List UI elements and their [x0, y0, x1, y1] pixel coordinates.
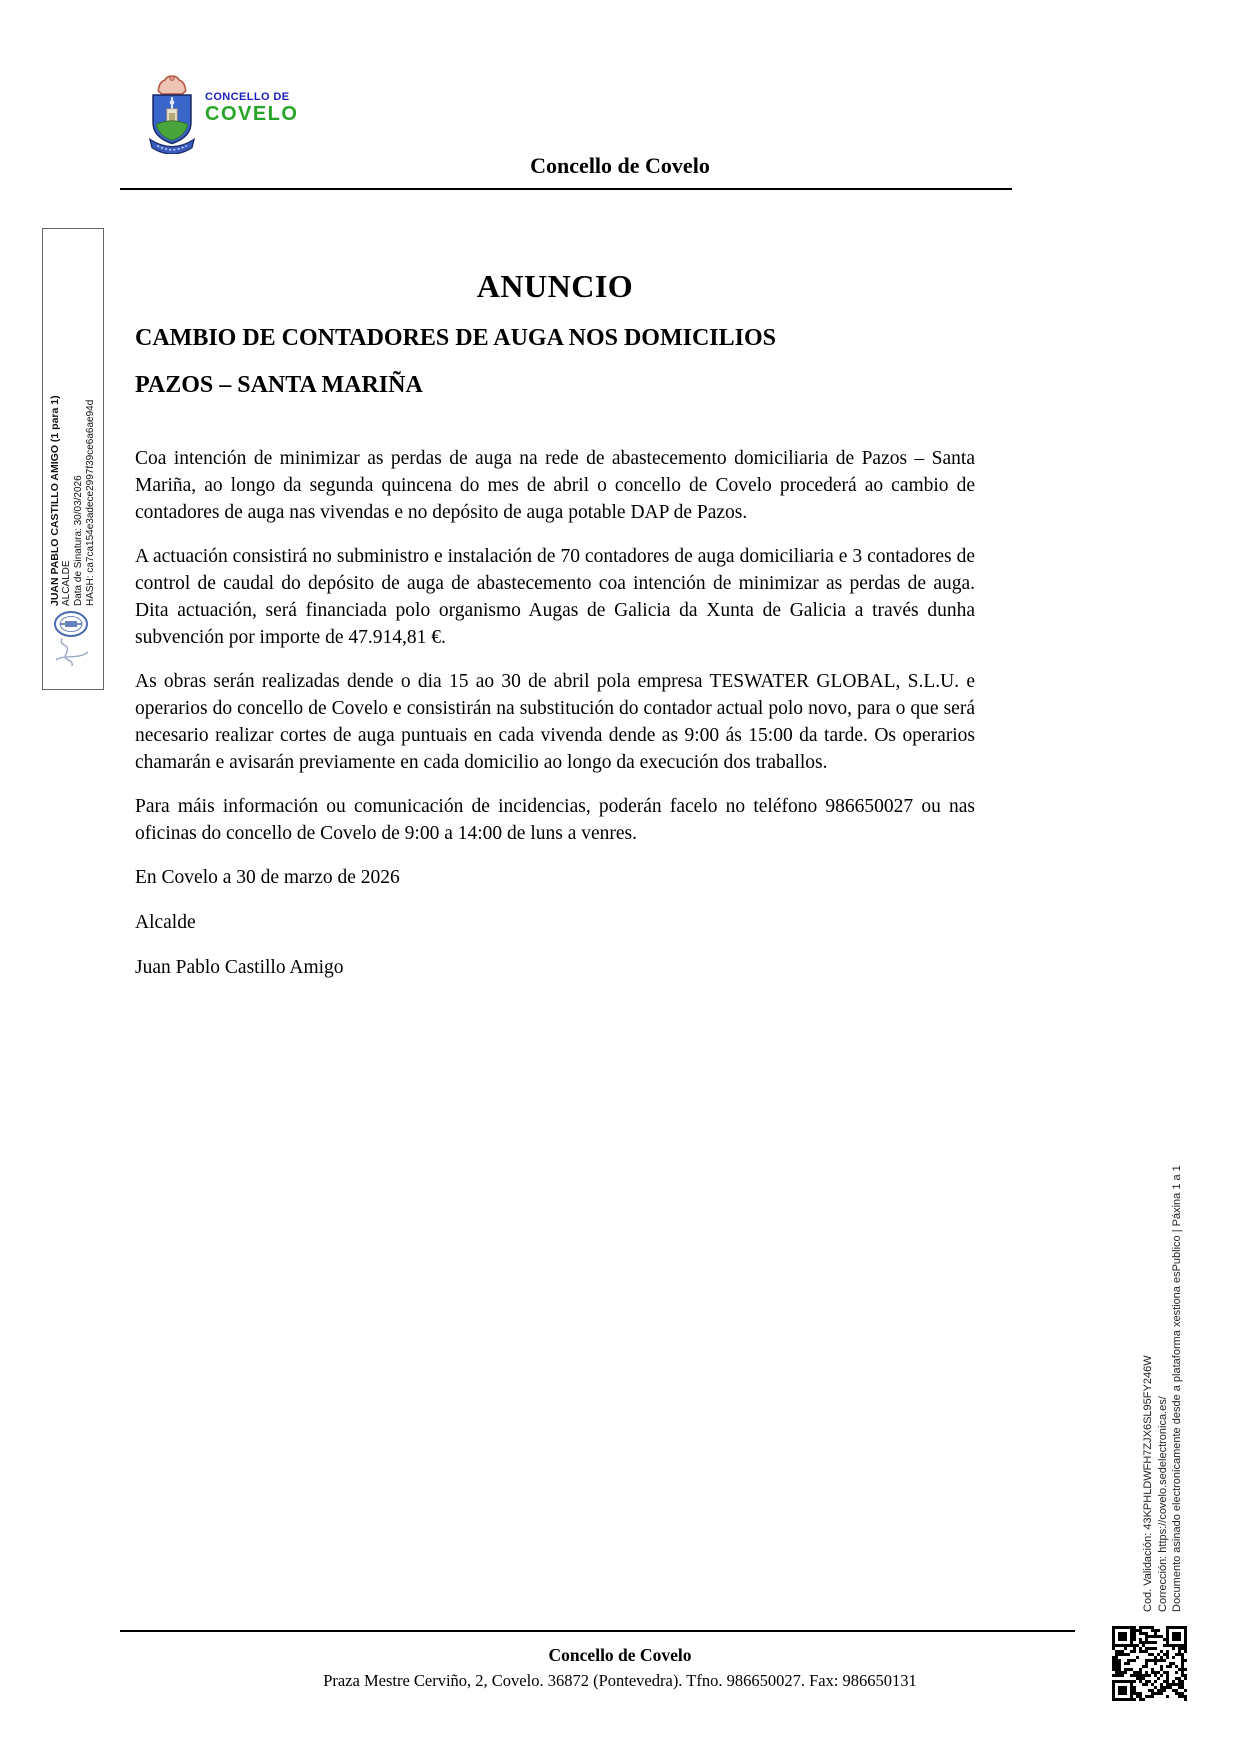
covelo-logo	[146, 74, 298, 154]
validation-code: Cod. Validación: 43KPHLDWFH7ZJX6SL95FY246W	[1142, 1355, 1154, 1612]
signature-stamp	[48, 608, 98, 679]
document-title: ANUNCIO	[476, 268, 634, 304]
header-title: Concello de Covelo	[530, 153, 710, 178]
validation-sidebar	[1141, 1094, 1185, 1612]
closing-role: Alcalde	[135, 912, 196, 933]
footer	[0, 1645, 1240, 1691]
stamp-seal-icon	[48, 608, 98, 674]
document-body	[135, 268, 975, 999]
paragraph-1: Coa intención de minimizar as perdas de auga na rede de abastecemento domiciliaria de Pazos – Santa Mariña, ao longo da segunda quincena do mes de abril o concello de Covelo procederá ao cambio de contadores de auga nas vivendas e no depósito de auga potable DAP de Pazos.	[135, 448, 975, 523]
validation-platform-note: Documento asinado electronicamente desde a plataforma xestiona esPublico | Páxina 1 a 1	[1171, 1165, 1183, 1612]
closing-place-date: En Covelo a 30 de marzo de 2026	[135, 867, 400, 888]
footer-org-name: Concello de Covelo	[548, 1645, 692, 1665]
document-subtitle-line2: PAZOS – SANTA MARIÑA	[135, 372, 423, 398]
paragraph-4: Para máis información ou comunicación de incidencias, poderán facelo no teléfono 986650027 ou nas oficinas do concello de Covelo de 9:00 a 14:00 de luns a venres.	[135, 796, 975, 844]
validation-url: Corrección: https://covelo.sedelectronica.es/	[1156, 1396, 1169, 1612]
signature-signer: JUAN PABLO CASTILLO AMIGO (1 para 1)	[49, 395, 61, 606]
paragraph-2: A actuación consistirá no subministro e instalación de 70 contadores de auga domiciliaria e 3 contadores de control de caudal do depósito de auga de abastecemento coa intención de minimizar as perdas de auga. Dita actuación, será financiada polo organismo Augas de Galicia da Xunta de Galicia a través dunha subvención por importe de 47.914,81 €.	[135, 546, 975, 648]
signature-date: Data de Sinatura: 30/03/2026	[73, 475, 84, 606]
covelo-coat-of-arms-icon	[146, 74, 198, 154]
logo-org-line2: COVELO	[205, 102, 299, 125]
document-subtitle-line1: CAMBIO DE CONTADORES DE AUGA NOS DOMICILIOS	[135, 325, 776, 351]
signature-metadata-text	[49, 352, 99, 606]
closing-signer-name: Juan Pablo Castillo Amigo	[135, 957, 344, 978]
footer-rule	[120, 1630, 1075, 1632]
footer-address: Praza Mestre Cerviño, 2, Covelo. 36872 (Pontevedra). Tfno. 986650027. Fax: 986650131	[323, 1671, 917, 1690]
signature-role: ALCALDE	[61, 560, 72, 606]
paragraph-3: As obras serán realizadas dende o dia 15 ao 30 de abril pola empresa TESWATER GLOBAL, S.L.U. e operarios do concello de Covelo e consistirán na substitución do contador actual polo novo, para o que será necesario realizar cortes de auga puntuais en cada vivenda dende as 9:00 ás 15:00 da tarde. Os operarios chamarán e avisarán previamente en cada domicilio ao longo da execución dos traballos.	[135, 671, 975, 773]
logo-text	[205, 92, 298, 125]
logo-org-line1: CONCELLO DE	[205, 91, 290, 103]
signature-hash: HASH: ca7ca154e3adece2997f39ce6a6ae94d	[85, 399, 96, 606]
header-rule	[120, 188, 1012, 190]
qr-code	[1112, 1626, 1187, 1701]
